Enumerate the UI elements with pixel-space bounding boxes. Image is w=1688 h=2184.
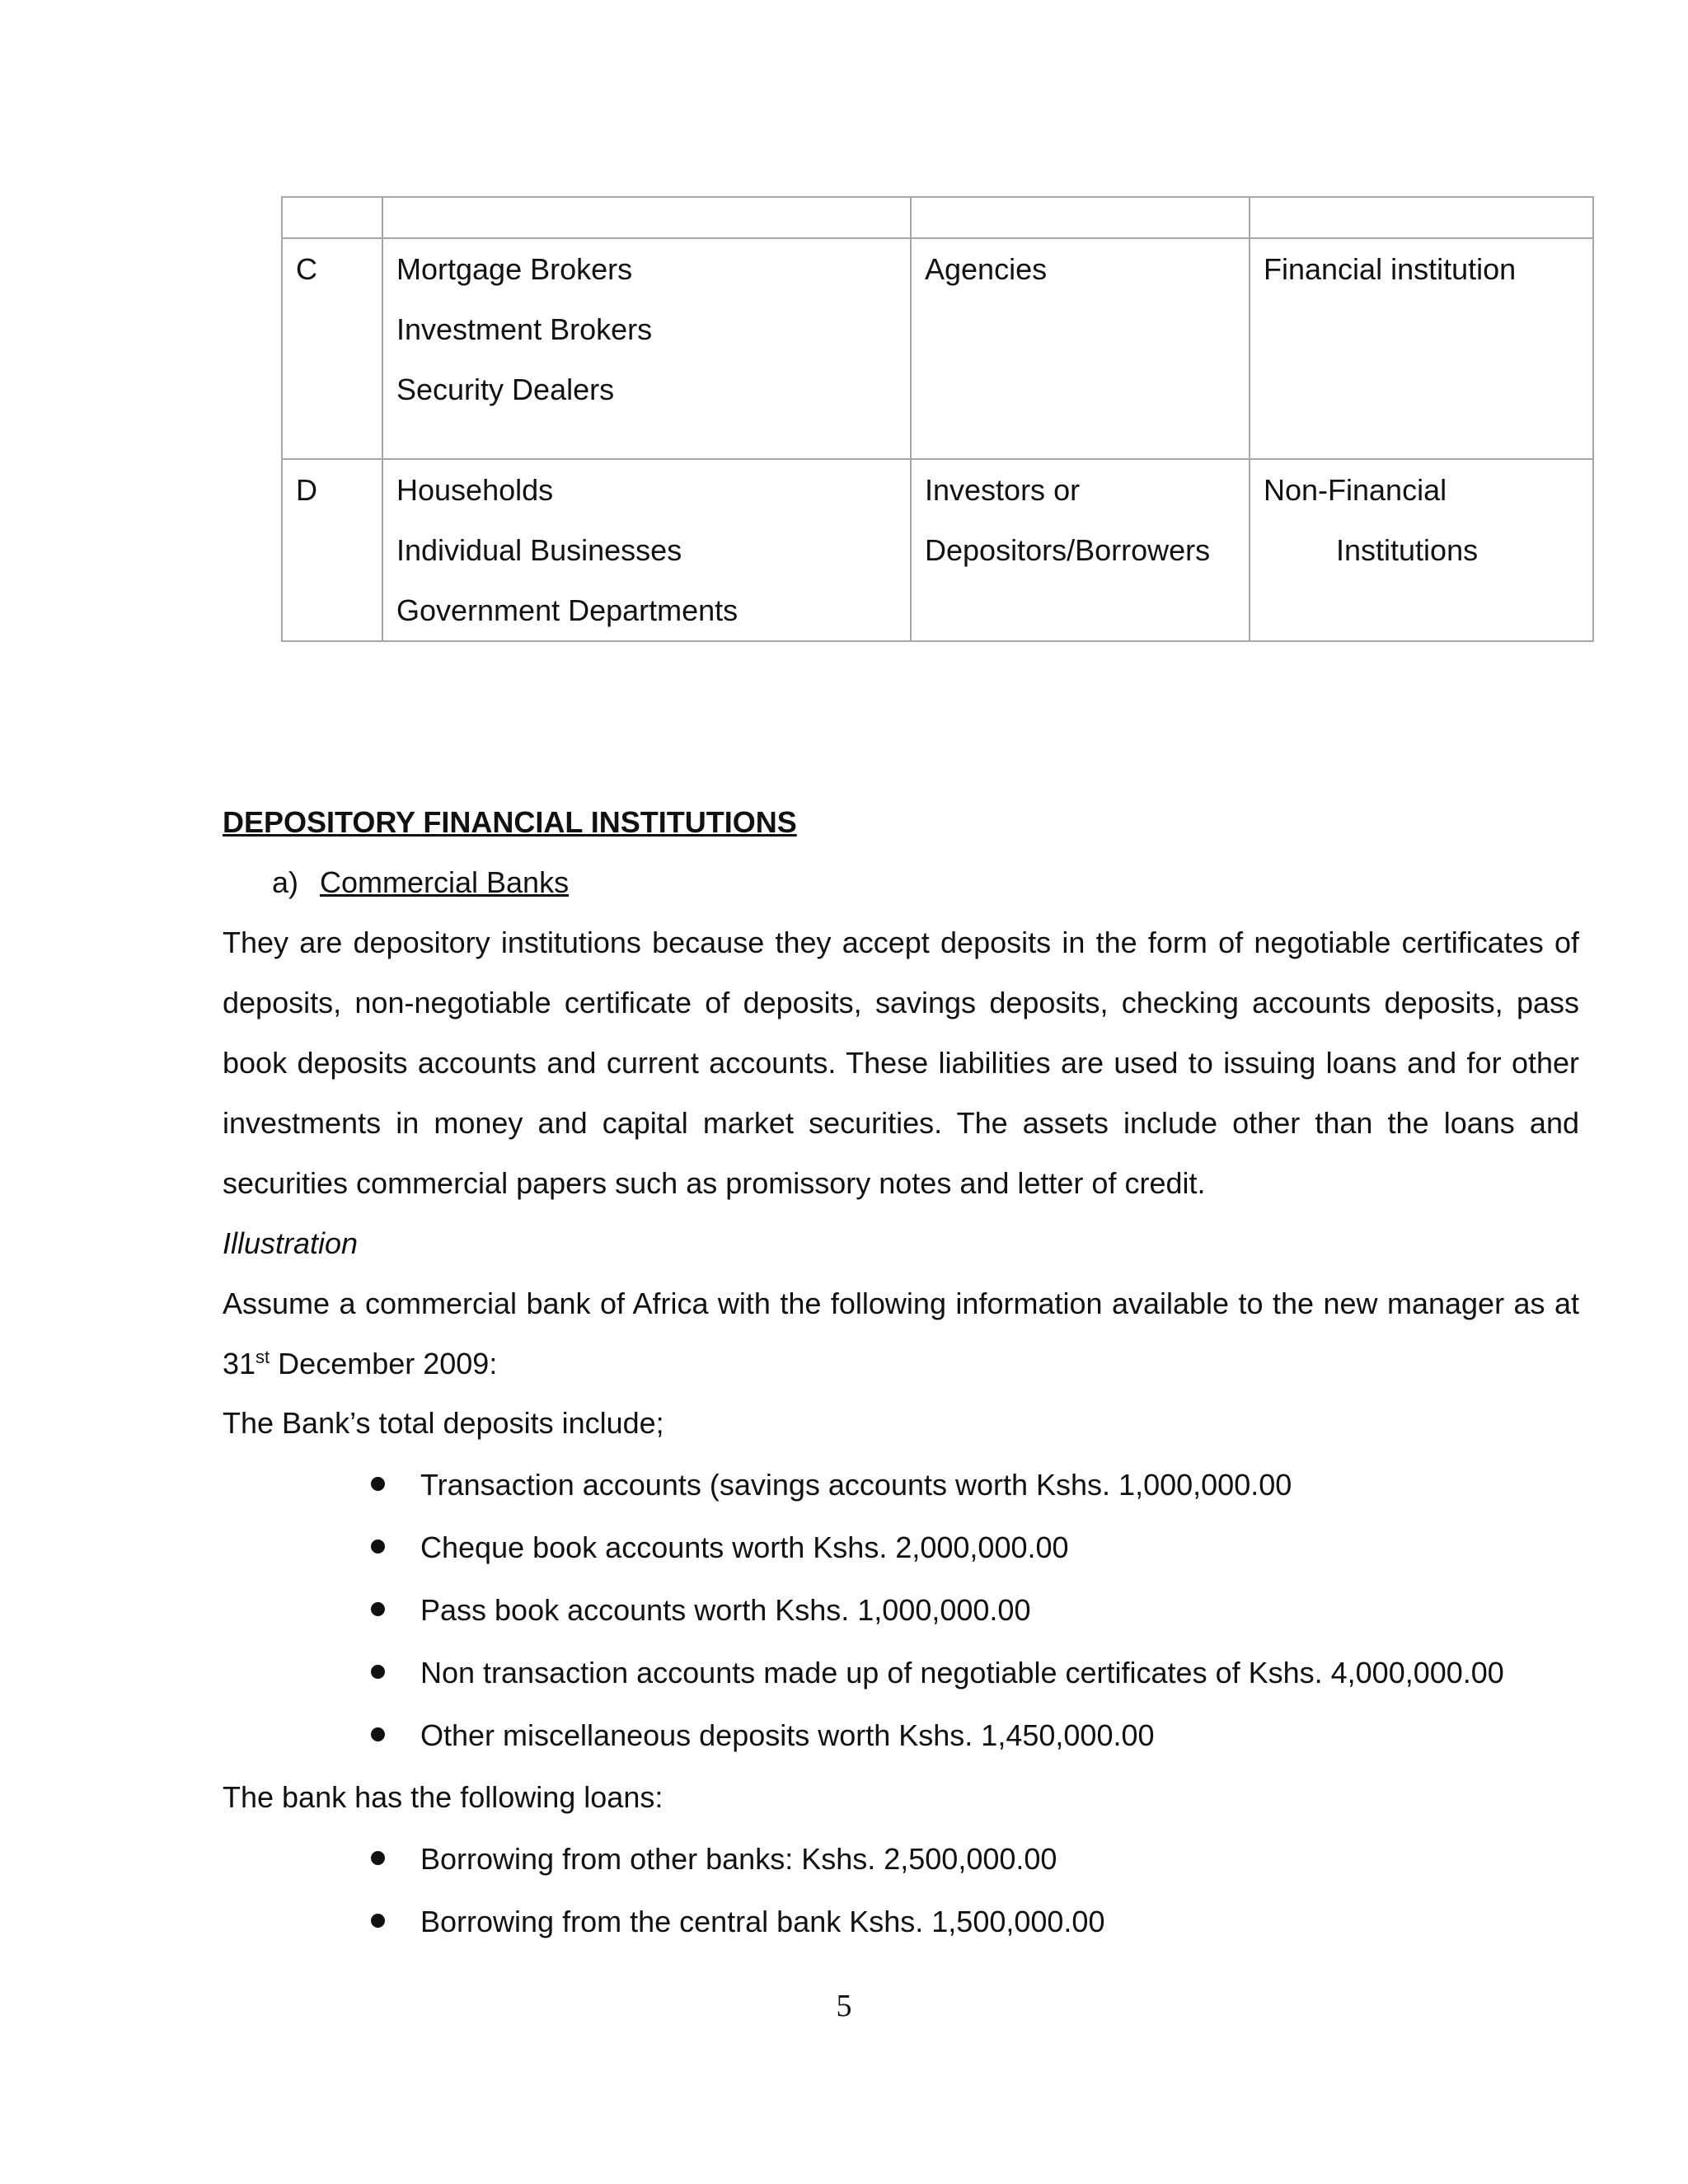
date-suffix: st	[256, 1347, 270, 1367]
bullet-icon	[371, 1477, 385, 1491]
body-paragraph: They are depository institutions because they accept deposits in the form of negotiable certificates of deposits, non-negotiable certificate of deposits, savings deposits, checking accounts deposits, pass book deposits accounts and current accounts. These liabilities are used to issuing loans and for other investments in money and capital market securities. The assets include other than the loans and securities commercial papers such as promissory notes and letter of credit.	[223, 926, 1579, 1200]
list-item-text: Other miscellaneous deposits worth Kshs. 1,450,000.00	[420, 1718, 1155, 1752]
row-code: D	[282, 459, 382, 641]
member-item: Investment Brokers	[396, 312, 653, 346]
category-line: Non-Financial	[1264, 473, 1447, 507]
table-row	[282, 197, 1593, 238]
bullet-icon	[371, 1851, 385, 1865]
list-item-text: Transaction accounts (savings accounts worth Kshs. 1,000,000.00	[420, 1468, 1292, 1502]
table-row	[282, 459, 1593, 641]
subsection-label: a)	[272, 865, 299, 899]
table-cell	[1250, 197, 1593, 238]
section-heading: DEPOSITORY FINANCIAL INSTITUTIONS	[223, 805, 797, 839]
list-item	[363, 1828, 1104, 1891]
institutions-table	[281, 196, 1594, 642]
bullet-icon	[371, 1727, 385, 1741]
list-item-text: Pass book accounts worth Kshs. 1,000,000.00	[420, 1593, 1031, 1627]
loans-intro: The bank has the following loans:	[223, 1780, 663, 1814]
table-cell	[282, 197, 382, 238]
row-members	[382, 238, 911, 459]
bullet-icon	[371, 1665, 385, 1679]
illustration-intro-date: December 2009:	[270, 1347, 498, 1380]
role-line2: Depositors/Borrowers	[925, 533, 1211, 567]
deposits-list	[363, 1454, 1504, 1767]
illustration-intro	[223, 1273, 1579, 1394]
table-cell	[911, 197, 1250, 238]
list-item	[363, 1454, 1504, 1516]
role-text: Investors	[925, 473, 1046, 507]
row-code: C	[282, 238, 382, 459]
list-item	[363, 1704, 1504, 1767]
list-item	[363, 1516, 1504, 1579]
list-item-text: Borrowing from the central bank Kshs. 1,500,000.00	[420, 1905, 1105, 1938]
member-item: Households	[396, 473, 554, 507]
deposits-intro: The Bank’s total deposits include;	[223, 1406, 664, 1440]
member-item: Security Dealers	[396, 373, 615, 406]
role-line	[925, 460, 1236, 520]
illustration-label: Illustration	[223, 1226, 359, 1260]
list-item-text: Borrowing from other banks: Kshs. 2,500,000.00	[420, 1842, 1057, 1876]
role-or-text: or	[1053, 473, 1081, 507]
list-item-text: Cheque book accounts worth Kshs. 2,000,000.00	[420, 1530, 1069, 1564]
row-category	[1250, 459, 1593, 641]
row-role	[911, 459, 1250, 641]
subsection-heading	[272, 852, 569, 912]
table-row	[282, 238, 1593, 459]
subsection-title: Commercial Banks	[320, 865, 570, 899]
row-category: Financial institution	[1250, 238, 1593, 459]
page-number: 5	[836, 1989, 852, 2023]
bullet-icon	[371, 1602, 385, 1616]
list-item	[363, 1579, 1504, 1642]
list-item-text: Non transaction accounts made up of negotiable certificates of Kshs. 4,000,000.00	[420, 1656, 1504, 1690]
row-role: Agencies	[911, 238, 1250, 459]
list-item	[363, 1642, 1504, 1704]
illustration-intro-text: Assume a commercial bank of Africa with the following information available to the new manager as at 31	[223, 1286, 1579, 1380]
loans-list	[363, 1828, 1104, 1953]
category-line2: Institutions	[1336, 533, 1479, 567]
list-item	[363, 1891, 1104, 1953]
bullet-icon	[371, 1540, 385, 1554]
member-item: Government Departments	[396, 593, 738, 627]
member-item: Individual Businesses	[396, 533, 682, 567]
member-item: Mortgage Brokers	[396, 252, 633, 286]
bullet-icon	[371, 1914, 385, 1928]
row-members	[382, 459, 911, 641]
table-cell	[382, 197, 911, 238]
